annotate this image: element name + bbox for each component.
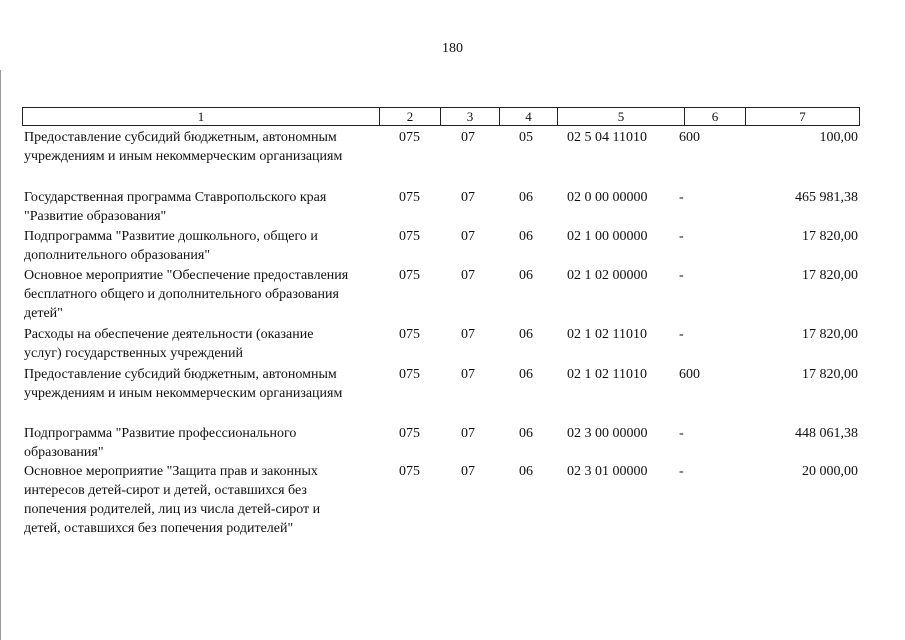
row-col-4: 06 <box>519 268 533 283</box>
row-name-line: Основное мероприятие "Обеспечение предоставления <box>24 268 349 283</box>
row-col-7: 20 000,00 <box>802 464 858 479</box>
row-col-7: 17 820,00 <box>802 229 858 244</box>
row-name <box>24 188 380 226</box>
header-col-2: 2 <box>379 108 440 125</box>
row-col-7: 17 820,00 <box>802 268 858 283</box>
row-col-3: 07 <box>461 327 475 342</box>
row-name-line: попечения родителей, лиц из числа детей-сирот и <box>24 502 321 517</box>
row-name-line: интересов детей-сирот и детей, оставшихся без <box>24 483 307 498</box>
row-name <box>24 128 380 166</box>
row-name <box>24 266 380 323</box>
header-col-7: 7 <box>745 108 859 125</box>
row-name-line: Предоставление субсидий бюджетным, автономным <box>24 130 337 145</box>
row-col-5: 02 0 00 00000 <box>567 190 648 205</box>
row-name-line: бесплатного общего и дополнительного образования <box>24 287 339 302</box>
row-col-5: 02 3 01 00000 <box>567 464 648 479</box>
row-col-2: 075 <box>399 268 420 283</box>
row-name-line: Подпрограмма "Развитие дошкольного, общего и <box>24 229 318 244</box>
page-number: 180 <box>442 41 463 56</box>
row-name-line: учреждениям и иным некоммерческим организациям <box>24 149 343 164</box>
header-col-4: 4 <box>499 108 557 125</box>
row-col-7: 465 981,38 <box>795 190 858 205</box>
row-col-5: 02 3 00 00000 <box>567 426 648 441</box>
row-col-3: 07 <box>461 229 475 244</box>
row-name <box>24 227 380 265</box>
row-col-5: 02 1 02 00000 <box>567 268 648 283</box>
row-col-3: 07 <box>461 367 475 382</box>
row-name-line: услуг) государственных учреждений <box>24 346 244 361</box>
row-col-7: 100,00 <box>819 130 858 145</box>
row-col-4: 05 <box>519 130 533 145</box>
row-name-line: образования" <box>24 445 104 460</box>
row-name <box>24 365 380 403</box>
row-col-4: 06 <box>519 464 533 479</box>
row-col-4: 06 <box>519 367 533 382</box>
row-col-6: - <box>679 229 684 244</box>
row-col-6: - <box>679 426 684 441</box>
row-col-4: 06 <box>519 327 533 342</box>
row-col-2: 075 <box>399 130 420 145</box>
row-name-line: детей, оставшихся без попечения родителей" <box>24 521 294 536</box>
row-col-2: 075 <box>399 464 420 479</box>
row-col-3: 07 <box>461 464 475 479</box>
row-col-6: 600 <box>679 130 700 145</box>
row-col-4: 06 <box>519 190 533 205</box>
row-col-6: - <box>679 190 684 205</box>
row-col-7: 17 820,00 <box>802 327 858 342</box>
row-col-6: - <box>679 327 684 342</box>
row-name-line: дополнительного образования" <box>24 248 211 263</box>
row-col-3: 07 <box>461 268 475 283</box>
row-col-7: 448 061,38 <box>795 426 858 441</box>
row-col-3: 07 <box>461 190 475 205</box>
row-col-3: 07 <box>461 426 475 441</box>
table-header <box>22 107 860 126</box>
header-col-3: 3 <box>440 108 499 125</box>
row-col-4: 06 <box>519 229 533 244</box>
row-name-line: учреждениям и иным некоммерческим организациям <box>24 386 343 401</box>
row-col-4: 06 <box>519 426 533 441</box>
row-col-6: - <box>679 464 684 479</box>
row-col-5: 02 1 02 11010 <box>567 327 647 342</box>
row-name-line: Подпрограмма "Развитие профессионального <box>24 426 297 441</box>
row-name-line: Государственная программа Ставропольского края <box>24 190 327 205</box>
scan-edge-line <box>0 70 1 640</box>
row-col-5: 02 1 00 00000 <box>567 229 648 244</box>
row-col-3: 07 <box>461 130 475 145</box>
row-col-6: 600 <box>679 367 700 382</box>
row-name <box>24 424 380 462</box>
row-name-line: детей" <box>24 306 63 321</box>
row-col-2: 075 <box>399 229 420 244</box>
row-name-line: Расходы на обеспечение деятельности (оказание <box>24 327 314 342</box>
row-name-line: Предоставление субсидий бюджетным, автономным <box>24 367 337 382</box>
row-name-line: Основное мероприятие "Защита прав и законных <box>24 464 318 479</box>
row-col-5: 02 1 02 11010 <box>567 367 647 382</box>
header-col-5: 5 <box>557 108 684 125</box>
row-col-7: 17 820,00 <box>802 367 858 382</box>
row-name-line: "Развитие образования" <box>24 209 167 224</box>
row-col-2: 075 <box>399 367 420 382</box>
row-col-2: 075 <box>399 190 420 205</box>
row-col-2: 075 <box>399 327 420 342</box>
row-name <box>24 325 380 363</box>
row-col-5: 02 5 04 11010 <box>567 130 647 145</box>
header-col-6: 6 <box>684 108 745 125</box>
row-name <box>24 462 380 538</box>
row-col-2: 075 <box>399 426 420 441</box>
row-col-6: - <box>679 268 684 283</box>
header-col-1: 1 <box>197 109 205 124</box>
